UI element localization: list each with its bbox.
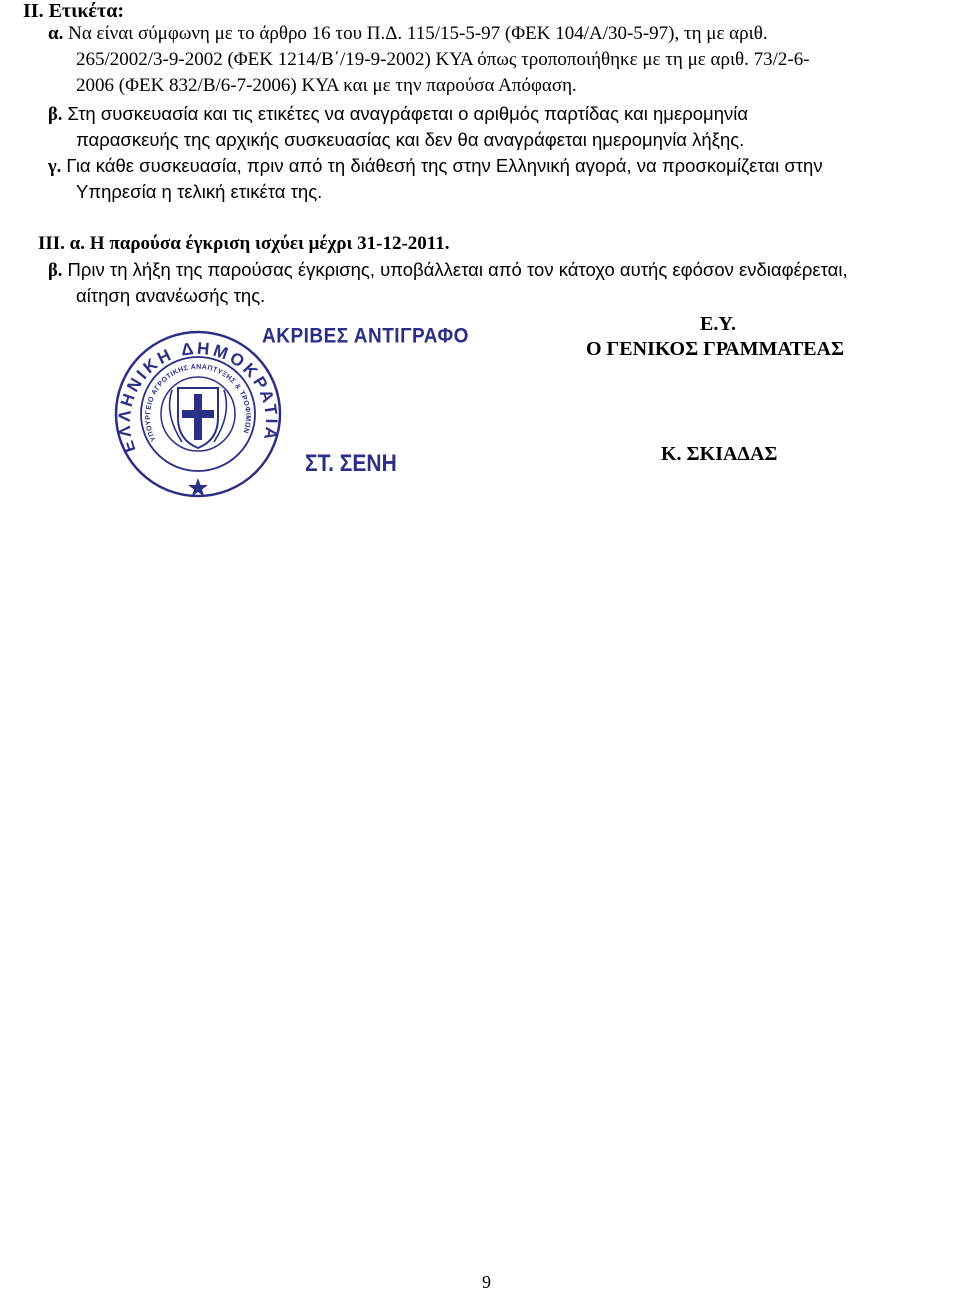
seal-stamp-icon	[112, 318, 284, 500]
certified-copy-stamp: ΑΚΡΙΒΕΣ ΑΝΤΙΓΡΑΦΟ	[262, 324, 469, 348]
signature-name: Κ. ΣΚΙΑΔΑΣ	[661, 443, 778, 465]
item-label: γ.	[48, 157, 62, 177]
star-icon	[188, 478, 208, 497]
signature-ey: Ε.Υ.	[700, 313, 736, 335]
seal-inner-text: ΥΠΟΥΡΓΕΙΟ ΑΓΡΟΤΙΚΗΣ ΑΝΑΠΤΥΞΗΣ & ΤΡΟΦΙΜΩΝ	[144, 363, 252, 443]
section-ii-a-line3: 2006 (ΦΕΚ 832/Β/6-7-2006) ΚΥΑ και με την παρούσα Απόφαση.	[76, 75, 577, 96]
section-ii-b-line2: παρασκευής της αρχικής συσκευασίας και δεν θα αναγράφεται ημερομηνία λήξης.	[76, 129, 745, 150]
section-ii-a-line2: 265/2002/3-9-2002 (ΦΕΚ 1214/Β΄/19-9-2002) ΚΥΑ όπως τροποποιήθηκε με τη με αριθ. 73/2-6-	[76, 49, 810, 70]
page-number: 9	[482, 1272, 491, 1292]
section-ii-b-line1	[48, 103, 748, 126]
section-iii-a-line: ΙΙΙ. α. Η παρούσα έγκριση ισχύει μέχρι 31-12-2011.	[38, 233, 450, 254]
section-ii-heading: ΙΙ. Ετικέτα:	[23, 0, 125, 22]
signature-title: Ο ΓΕΝΙΚΟΣ ΓΡΑΜΜΑΤΕΑΣ	[586, 338, 845, 360]
item-label: β.	[48, 105, 63, 125]
item-label: α.	[48, 23, 64, 44]
item-text: Να είναι σύμφωνη με το άρθρο 16 του Π.Δ. 115/15-5-97 (ΦΕΚ 104/Α/30-5-97), τη με αριθ.	[68, 23, 768, 44]
seal-outer-text: ΕΛΛΗΝΙΚΗ ΔΗΜΟΚΡΑΤΙΑ	[114, 338, 282, 456]
item-label: β.	[48, 261, 63, 281]
item-text: Πριν τη λήξη της παρούσας έγκρισης, υποβάλλεται από τον κάτοχο αυτής εφόσον ενδιαφέρεται,	[67, 259, 848, 280]
section-ii-a-line1	[48, 23, 768, 45]
section-ii-c-line1	[48, 155, 823, 178]
greek-coat-of-arms-icon	[170, 388, 227, 448]
section-ii-c-line2: Υπηρεσία η τελική ετικέτα της.	[76, 181, 323, 202]
item-text: Για κάθε συσκευασία, πριν από τη διάθεσή της στην Ελληνική αγορά, να προσκομίζεται στην	[66, 155, 823, 176]
item-text: Στη συσκευασία και τις ετικέτες να αναγράφεται ο αριθμός παρτίδας και ημερομηνία	[67, 103, 749, 124]
stamp-signer-name: ΣΤ. ΣΕΝΗ	[305, 450, 397, 477]
section-iii-b-line1	[48, 259, 848, 282]
section-iii-b-line2: αίτηση ανανέωσής της.	[76, 285, 266, 306]
